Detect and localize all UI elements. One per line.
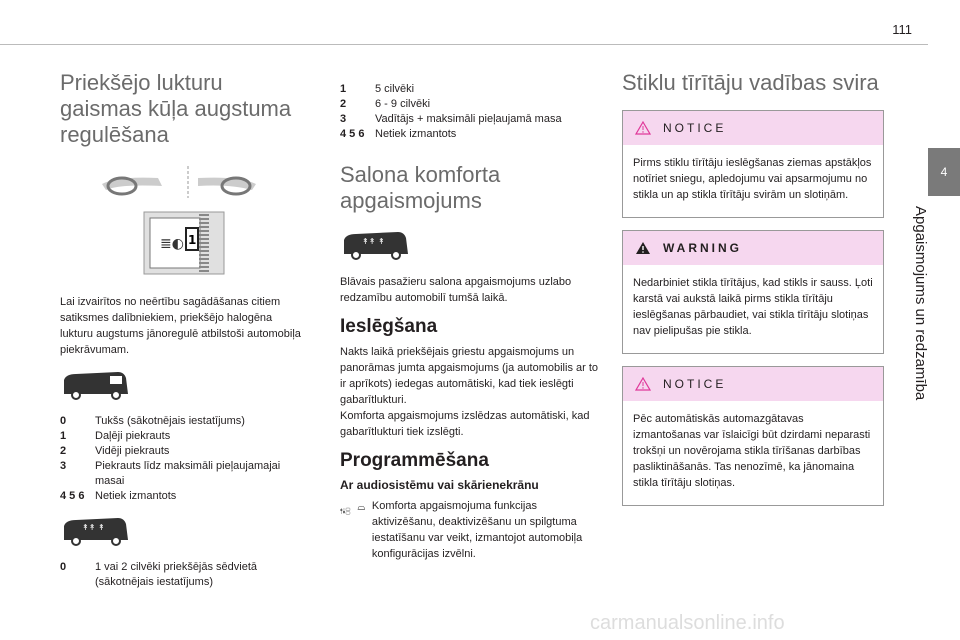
svg-text:≣◐: ≣◐ <box>160 236 184 252</box>
list-item: 1 Daļēji piekrauts <box>60 430 171 442</box>
notice-label: NOTICE <box>663 121 727 135</box>
page-number: 111 <box>892 22 912 37</box>
svg-text:↟↟ ↟: ↟↟ ↟ <box>82 523 105 532</box>
load-list-1 <box>60 414 306 504</box>
header-rule <box>0 44 928 45</box>
notice-text-1: Pirms stiklu tīrītāju ieslēgšanas ziemas apstākļos notīriet sniegu, apledojumu vai apsarmojumu no stikla un ap stikla tīrītāju svirām un slotiņām. <box>633 157 872 201</box>
programming-subheading: Ar audiosistēmu vai skārienekrānu <box>340 478 539 492</box>
svg-text:1: 1 <box>188 233 197 247</box>
warning-header <box>623 231 883 265</box>
programming-heading: Programmēšana <box>340 450 489 471</box>
comfort-intro: Blāvais pasažieru salona apgaismojums uzlabo redzamību automobilī tumšā laikā. <box>340 276 572 304</box>
notice-header <box>623 111 883 145</box>
notice-box-2 <box>622 366 884 506</box>
list-item: 4 5 6 Netiek izmantots <box>60 490 177 502</box>
van-icon-1 <box>60 368 132 402</box>
comfort-lighting-title: Salona komforta apgaismojums <box>340 162 501 213</box>
watermark: carmanualsonline.info <box>590 612 785 634</box>
column-3 <box>622 70 884 518</box>
van-icon-2 <box>60 514 132 548</box>
notice-label: NOTICE <box>663 377 727 391</box>
list-item: 1 5 cilvēki <box>340 83 415 95</box>
switch-off-text: Komforta apgaismojums izslēdzas automātiski, kad gabarītlukturi tiek izslēgti. <box>340 410 590 438</box>
list-item: 3 Vadītājs + maksimāli pieļaujamā masa <box>340 113 562 125</box>
load-list-3 <box>340 82 602 142</box>
van-icon-3 <box>340 228 412 262</box>
list-item: 2 Vidēji piekrauts <box>60 445 170 457</box>
list-item: 2 6 - 9 cilvēki <box>340 98 431 110</box>
list-item: 0 Tukšs (sākotnējais iestatījums) <box>60 415 245 427</box>
chapter-tab[interactable]: 4 <box>928 148 960 196</box>
headlamp-title: Priekšējo lukturu gaismas kūļa augstuma regulēšana <box>60 70 292 147</box>
list-item: 0 1 vai 2 cilvēki priekšējās sēdvietā (sākotnējais iestatījums) <box>60 561 258 588</box>
switch-on-heading: Ieslēgšana <box>340 316 438 337</box>
load-list-2 <box>60 560 306 590</box>
warning-text: Nedarbiniet stikla tīrītājus, kad stikls ir sauss. Ļoti karstā vai aukstā laikā pirms stikla tīrītāju ieslēgšanas pārbaudiet, vai stikla tīrītāju slotiņas nav pielipušas pie stikla. <box>633 277 873 337</box>
svg-text:↟↟ ↟: ↟↟ ↟ <box>362 237 385 246</box>
wiper-title: Stiklu tīrītāju vadības svira <box>622 70 879 95</box>
warning-box <box>622 230 884 354</box>
column-1 <box>60 70 306 600</box>
list-item: 3 Piekrauts līdz maksimāli pieļaujamajai masai <box>60 460 281 487</box>
notice-text-2: Pēc automātiskās automazgātavas izmantošanas var īslaicīgi būt dzirdami neparasti trokšņi un novērojama stikla tīrīšanas darbības pasliktināšanās. Tas nenozīmē, ka jānomaina stikla tīrītāju slotiņas. <box>633 413 871 489</box>
programming-block <box>340 498 602 562</box>
headlamp-adjust-diagram <box>60 162 260 282</box>
warning-triangle-icon <box>635 121 651 135</box>
notice-header <box>623 367 883 401</box>
switch-on-text: Nakts laikā priekšējais griestu apgaismojums un panorāmas jumta apgaismojums (ja automobilis ar to ir aprīkots) iedegas automātiski, kad tiek ieslēgti gabarītlukturi. <box>340 346 599 406</box>
programming-text: Komforta apgaismojuma funkcijas aktivizēšanu, deaktivizēšanu un spilgtuma iestatīšanu var veikt, izmantojot automobiļa konfigurācijas izvēlni. <box>371 500 583 560</box>
settings-sliders-icon <box>340 498 351 524</box>
column-2 <box>340 82 602 562</box>
warning-label: WARNING <box>663 241 742 255</box>
car-icon <box>357 498 366 518</box>
warning-triangle-icon <box>635 377 651 391</box>
headlamp-intro: Lai izvairītos no neērtību sagādāšanas citiem satiksmes dalībniekiem, priekšējo halogēna lukturu augstums jānoregulē atbilstoši automobiļa piekrāvumam. <box>60 296 301 356</box>
chapter-title: Apgaismojums un redzamība <box>912 206 929 401</box>
warning-triangle-icon <box>635 241 651 255</box>
list-item: 4 5 6 Netiek izmantots <box>340 128 457 140</box>
notice-box-1 <box>622 110 884 218</box>
